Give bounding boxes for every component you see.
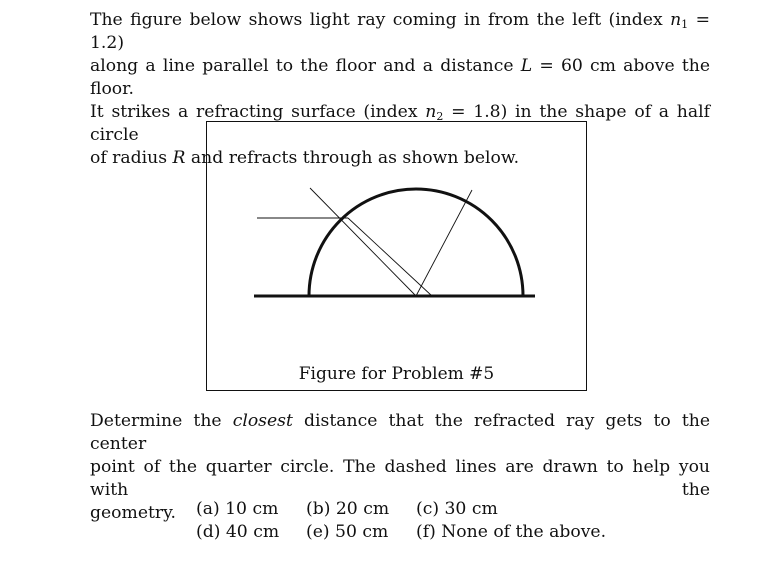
figure-box bbox=[206, 121, 587, 391]
question-line-3: geometry. bbox=[90, 503, 177, 523]
question-line-1: Determine the closest distance that the refracted ray gets to the center bbox=[90, 411, 710, 454]
statement-line-4: of radius R and refracts through as shown below. bbox=[90, 148, 520, 168]
choice-f: (f) None of the above. bbox=[416, 522, 607, 542]
figure-caption: Figure for Problem #5 bbox=[298, 364, 495, 384]
question-text bbox=[90, 410, 710, 525]
statement-line-1: The figure below shows light ray coming in from the left (index $n_1 = 1.2$) bbox=[90, 10, 710, 53]
refracted-ray bbox=[348, 218, 432, 296]
half-circle-surface bbox=[309, 189, 523, 296]
refraction-diagram bbox=[207, 122, 588, 352]
radius-line bbox=[416, 190, 472, 296]
statement-line-2: along a line parallel to the floor and a distance L = 60 cm above the floor. bbox=[90, 56, 711, 99]
statement-line-3: It strikes a refracting surface (index $n_2 = 1.8$) in the shape of a half circle bbox=[90, 102, 710, 145]
choice-d: (d) 40 cm bbox=[196, 522, 280, 542]
choice-a: (a) 10 cm bbox=[196, 499, 279, 519]
choice-b: (b) 20 cm bbox=[306, 499, 390, 519]
choice-c: (c) 30 cm bbox=[416, 499, 498, 519]
question-line-2: point of the quarter circle. The dashed lines are drawn to help you with the bbox=[90, 457, 710, 500]
choice-e: (e) 50 cm bbox=[306, 522, 389, 542]
